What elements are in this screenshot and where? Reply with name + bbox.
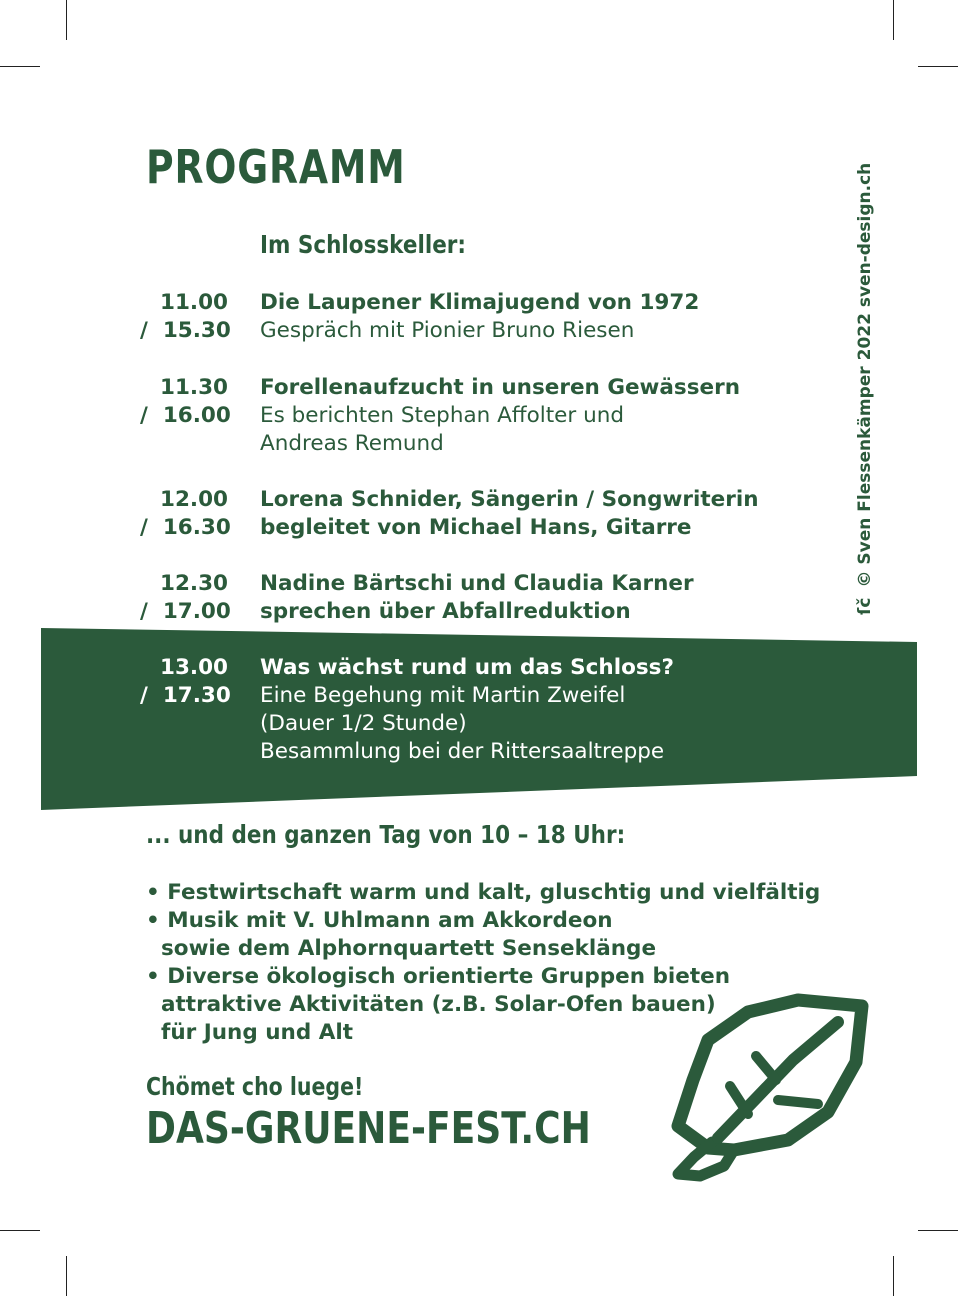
event-times — [140, 486, 231, 542]
event-time-first: 12.30 — [159, 571, 228, 596]
event-time-second: / 16.30 — [140, 515, 231, 540]
event-line: (Dauer 1/2 Stunde) — [260, 711, 467, 736]
website-link[interactable]: DAS-GRUENE-FEST.CH — [146, 1103, 591, 1154]
crop-mark — [0, 66, 40, 67]
bullet-item: • Musik mit V. Uhlmann am Akkordeon — [146, 908, 613, 933]
event-line: Die Laupener Klimajugend von 1972 — [260, 290, 700, 315]
crop-mark — [918, 66, 958, 67]
event-line: Besammlung bei der Rittersaaltreppe — [260, 739, 665, 764]
bullet-item: • Diverse ökologisch orientierte Gruppen bieten — [146, 964, 731, 989]
leaf-icon — [648, 992, 873, 1192]
event-line: Lorena Schnider, Sängerin / Songwriterin — [260, 487, 759, 512]
event-times — [140, 289, 231, 345]
event-line: Forellenaufzucht in unseren Gewässern — [260, 375, 741, 400]
event-time-second: / 17.00 — [140, 599, 231, 624]
crop-mark — [893, 0, 894, 40]
event-line: Es berichten Stephan Affolter und — [260, 403, 624, 428]
slogan: Chömet cho luege! — [146, 1072, 364, 1101]
event-line: begleitet von Michael Hans, Gitarre — [260, 515, 692, 540]
page-title: PROGRAMM — [146, 140, 406, 194]
section-label: Im Schlosskeller: — [260, 230, 466, 259]
event-line: Was wächst rund um das Schloss? — [260, 655, 674, 680]
event-line: sprechen über Abfallreduktion — [260, 599, 631, 624]
event-line: Eine Begehung mit Martin Zweifel — [260, 683, 626, 708]
event-time-second: / 17.30 — [140, 683, 231, 708]
event-time-first: 11.00 — [159, 290, 228, 315]
designer-logo: ſč — [855, 597, 875, 615]
crop-mark — [918, 1230, 958, 1231]
crop-mark — [66, 0, 67, 40]
event-times — [140, 654, 231, 710]
credit — [855, 162, 875, 615]
bullet-continuation: attraktive Aktivitäten (z.B. Solar-Ofen bauen) — [161, 992, 716, 1017]
event-description — [260, 374, 780, 458]
event-time-first: 11.30 — [159, 375, 228, 400]
event-description — [260, 486, 780, 542]
bullet-item: • Festwirtschaft warm und kalt, gluschtig und vielfältig — [146, 880, 821, 905]
event-times — [140, 570, 231, 626]
crop-mark — [893, 1256, 894, 1296]
event-line: Nadine Bärtschi und Claudia Karner — [260, 571, 694, 596]
allday-heading: ... und den ganzen Tag von 10 – 18 Uhr: — [146, 820, 626, 849]
bullet-continuation: für Jung und Alt — [161, 1020, 354, 1045]
crop-mark — [0, 1230, 40, 1231]
event-time-first: 12.00 — [159, 487, 228, 512]
bullet-continuation: sowie dem Alphornquartett Senseklänge — [161, 936, 657, 961]
event-description — [260, 289, 780, 345]
event-description — [260, 570, 780, 626]
event-times — [140, 374, 231, 430]
event-time-second: / 16.00 — [140, 403, 231, 428]
event-line: Gespräch mit Pionier Bruno Riesen — [260, 318, 635, 343]
event-time-first: 13.00 — [159, 655, 228, 680]
credit-text: © Sven Flessenkämper 2022 sven-design.ch — [855, 162, 875, 588]
crop-mark — [66, 1256, 67, 1296]
event-time-second: / 15.30 — [140, 318, 231, 343]
event-description — [260, 654, 780, 766]
event-line: Andreas Remund — [260, 431, 444, 456]
